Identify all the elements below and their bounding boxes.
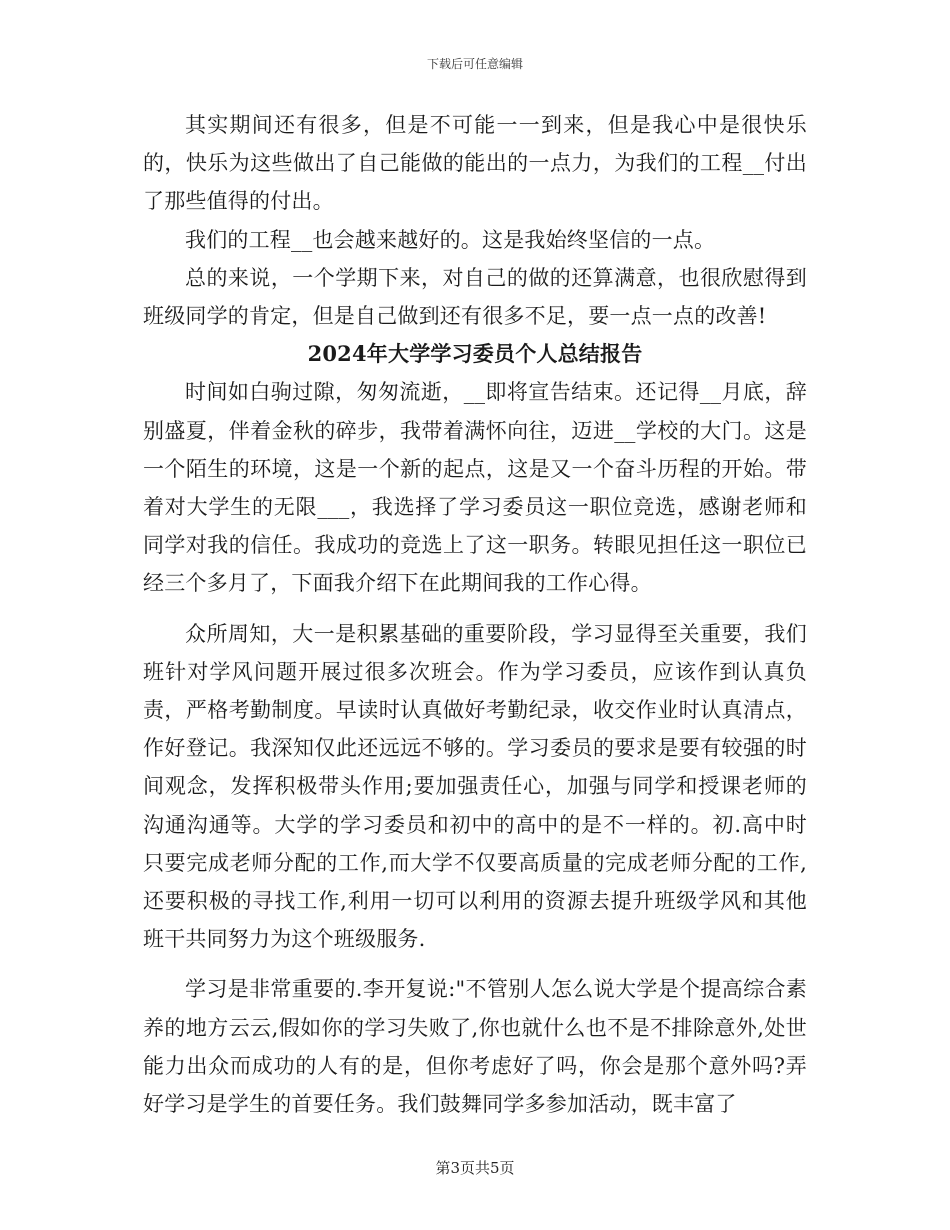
paragraph-2: 我们的工程__也会越来越好的。这是我始终坚信的一点。 <box>185 227 716 252</box>
paragraph-3: 总的来说，一个学期下来，对自己的做的还算满意，也很欣慰得到班级同学的肯定，但是自己做到还有很多不足，要一点一点的改善! <box>143 265 807 329</box>
header-note: 下载后可任意编辑 <box>426 57 523 71</box>
section-title: 2024年大学学习委员个人总结报告 <box>307 341 643 367</box>
document-body <box>143 106 807 1123</box>
paragraph-1: 其实期间还有很多，但是不可能一一到来，但是我心中是很快乐的，快乐为这些做出了自己能做的能出的一点力，为我们的工程__付出了那些值得的付出。 <box>143 113 807 214</box>
paragraph-6: 学习是非常重要的.李开复说:"不管别人怎么说大学是个提高综合素养的地方云云,假如你的学习失败了,你也就什么也不是不排除意外,处世能力出众而成功的人有的是，但你考虑好了吗，你会是那个意外吗?弄好学习是学生的首要任务。我们鼓舞同学多参加活动，既丰富了 <box>143 977 807 1117</box>
paragraph-4: 时间如白驹过隙，匆匆流逝，__即将宣告结束。还记得__月底，辞别盛夏，伴着金秋的碎步，我带着满怀向往，迈进__学校的大门。这是一个陌生的环境，这是一个新的起点，这是又一个奋斗历程的开始。带着对大学生的无限___，我选择了学习委员这一职位竞选，感谢老师和同学对我的信任。我成功的竞选上了这一职务。转眼见担任这一职位已经三个多月了，下面我介绍下在此期间我的工作心得。 <box>143 380 807 596</box>
paragraph-5: 众所周知，大一是积累基础的重要阶段，学习显得至关重要，我们班针对学风问题开展过很多次班会。作为学习委员，应该作到认真负责，严格考勤制度。早读时认真做好考勤纪录，收交作业时认真清点，作好登记。我深知仅此还远远不够的。学习委员的要求是要有较强的时间观念，发挥积极带头作用;要加强责任心，加强与同学和授课老师的沟通沟通等。大学的学习委员和初中的高中的是不一样的。初.高中时只要完成老师分配的工作,而大学不仅要高质量的完成老师分配的工作,还要积极的寻找工作,利用一切可以利用的资源去提升班级学风和其他班干共同努力为这个班级服务. <box>143 621 807 952</box>
page-number: 第3页共5页 <box>435 1159 515 1177</box>
